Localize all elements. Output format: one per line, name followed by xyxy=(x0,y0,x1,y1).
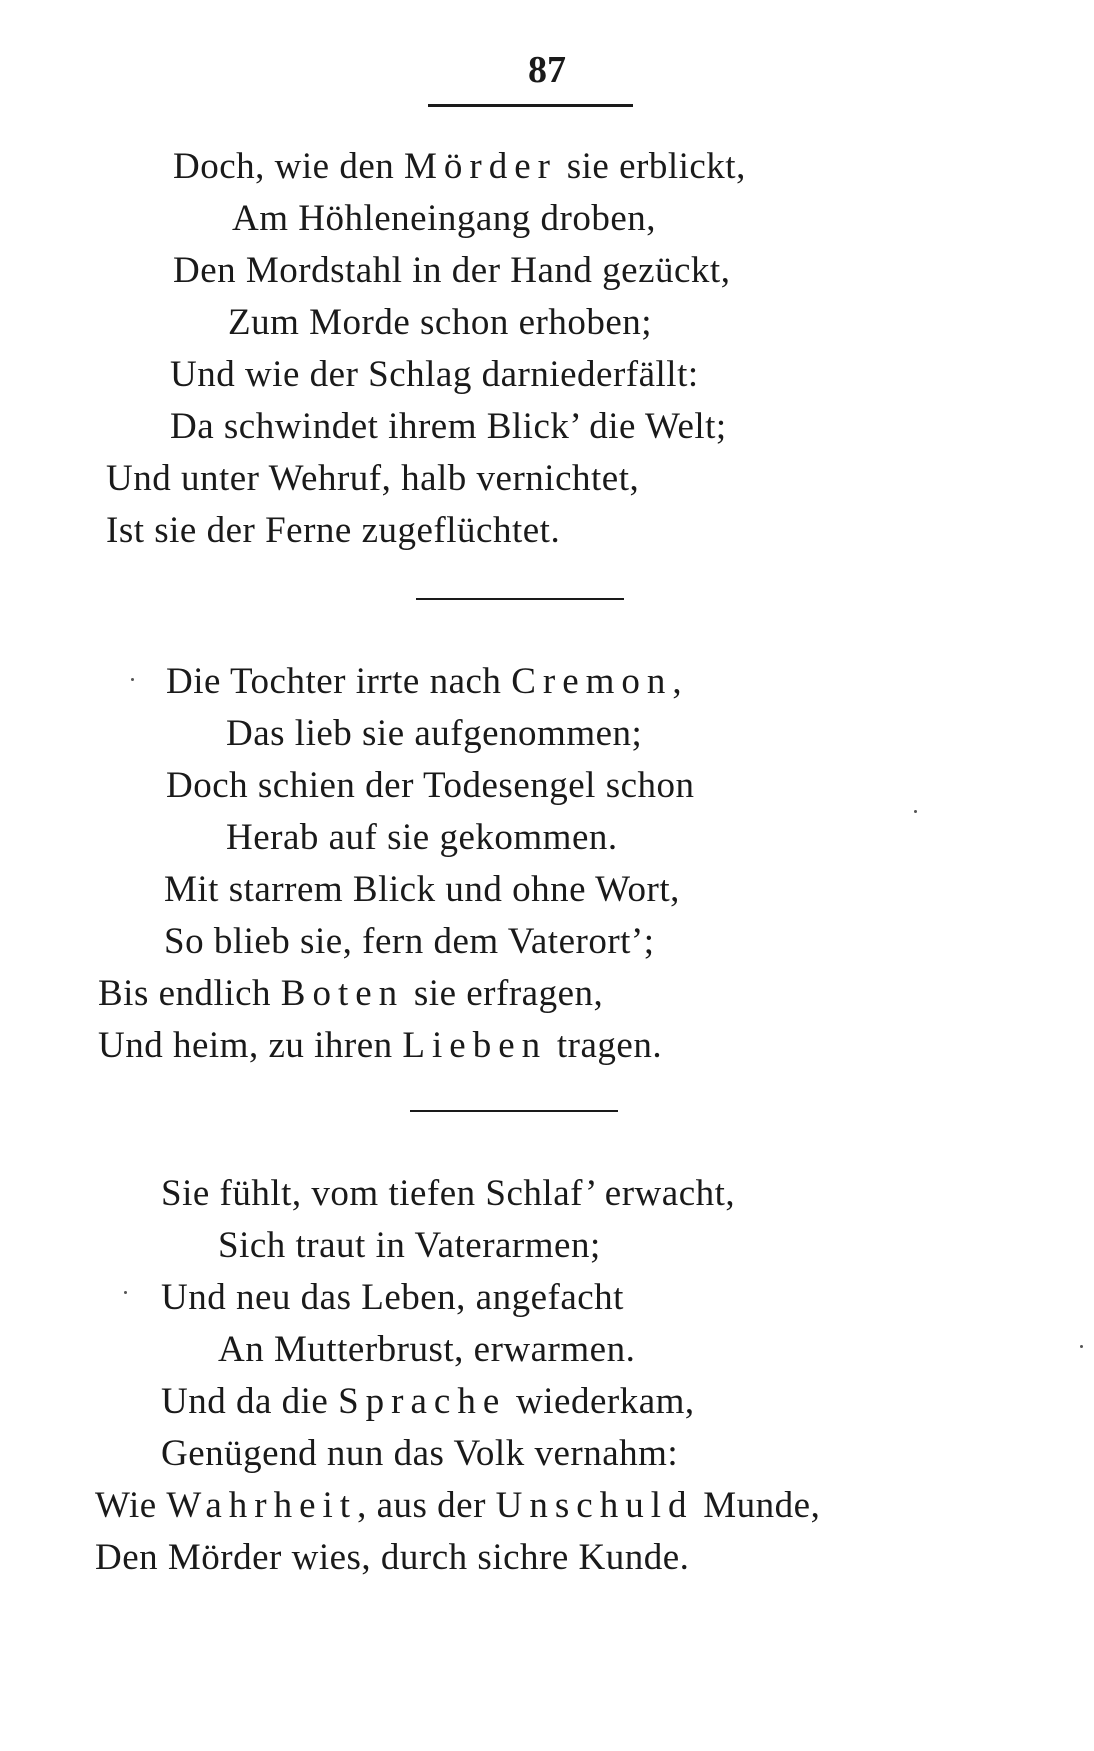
poem-line xyxy=(173,249,730,293)
poem-line xyxy=(161,1172,735,1216)
paper-speck xyxy=(124,1291,127,1294)
line-text: Ist sie der Ferne zugeflüchtet. xyxy=(106,510,561,551)
line-text: tragen. xyxy=(547,1025,663,1066)
spaced-word: Unschuld xyxy=(495,1485,694,1526)
poem-line xyxy=(173,145,746,189)
line-text: An Mutterbrust, erwarmen. xyxy=(218,1329,636,1370)
spaced-word: Wahrheit xyxy=(166,1485,358,1526)
poem-line xyxy=(166,764,695,808)
line-text: sie erblickt, xyxy=(556,146,746,187)
line-text: Und unter Wehruf, halb vernichtet, xyxy=(106,458,640,499)
stanza-divider xyxy=(410,1110,618,1112)
line-text: Doch, wie den xyxy=(173,146,404,187)
poem-line xyxy=(228,301,652,345)
line-text: Mit starrem Blick und ohne Wort, xyxy=(164,869,680,910)
spaced-word: Boten xyxy=(280,973,405,1014)
page-number: 87 xyxy=(528,49,566,91)
line-text: Und da die xyxy=(161,1381,339,1422)
poem-line xyxy=(164,920,655,964)
poem-line xyxy=(232,197,656,241)
line-text: , aus der xyxy=(357,1485,496,1526)
line-text: Bis endlich xyxy=(98,973,281,1014)
paper-speck xyxy=(914,810,917,813)
poem-line xyxy=(106,457,639,501)
spaced-word: Cremon xyxy=(511,661,673,702)
poem-line xyxy=(95,1536,689,1580)
poem-line xyxy=(106,509,560,553)
line-text: Munde, xyxy=(693,1485,821,1526)
line-text: Und neu das Leben, angefacht xyxy=(161,1277,624,1318)
poem-line xyxy=(164,868,680,912)
poem-line xyxy=(226,816,618,860)
line-text: Am Höhleneingang droben, xyxy=(232,198,657,239)
line-text: , xyxy=(672,661,683,702)
stanza-divider xyxy=(416,598,624,600)
poem-line xyxy=(170,405,727,449)
line-text: Herab auf sie gekommen. xyxy=(226,817,618,858)
line-text: Genügend nun das Volk vernahm: xyxy=(161,1433,679,1474)
paper-speck xyxy=(131,678,134,681)
line-text: Und heim, zu ihren xyxy=(98,1025,403,1066)
line-text: Zum Morde schon erhoben; xyxy=(228,302,653,343)
poem-line xyxy=(161,1380,695,1424)
poem-line xyxy=(166,660,682,704)
spaced-word: Lieben xyxy=(402,1025,548,1066)
line-text: Wie xyxy=(95,1485,167,1526)
line-text: wiederkam, xyxy=(506,1381,695,1422)
header-rule xyxy=(428,104,633,107)
poem-line xyxy=(170,353,699,397)
line-text: Den Mörder wies, durch sichre Kunde. xyxy=(95,1537,690,1578)
poem-line xyxy=(161,1276,624,1320)
line-text: So blieb sie, fern dem Vaterort’; xyxy=(164,921,655,962)
poem-line xyxy=(98,972,603,1016)
poem-line xyxy=(161,1432,678,1476)
spaced-word: Mörder xyxy=(404,146,557,187)
line-text: Sich traut in Vaterarmen; xyxy=(218,1225,601,1266)
line-text: Den Mordstahl in der Hand gezückt, xyxy=(173,250,731,291)
poem-line xyxy=(98,1024,662,1068)
line-text: Sie fühlt, vom tiefen Schlaf’ erwacht, xyxy=(161,1173,736,1214)
line-text: Da schwindet ihrem Blick’ die Welt; xyxy=(170,406,727,447)
poem-line xyxy=(218,1328,635,1372)
line-text: Doch schien der Todesengel schon xyxy=(166,765,695,806)
line-text: sie erfragen, xyxy=(404,973,604,1014)
poem-line xyxy=(218,1224,601,1268)
line-text: Das lieb sie aufgenommen; xyxy=(226,713,643,754)
line-text: Die Tochter irrte nach xyxy=(166,661,512,702)
poem-line xyxy=(95,1484,820,1528)
line-text: Und wie der Schlag darniederfällt: xyxy=(170,354,699,395)
paper-speck xyxy=(1080,1345,1083,1348)
poem-line xyxy=(226,712,642,756)
spaced-word: Sprache xyxy=(338,1381,507,1422)
